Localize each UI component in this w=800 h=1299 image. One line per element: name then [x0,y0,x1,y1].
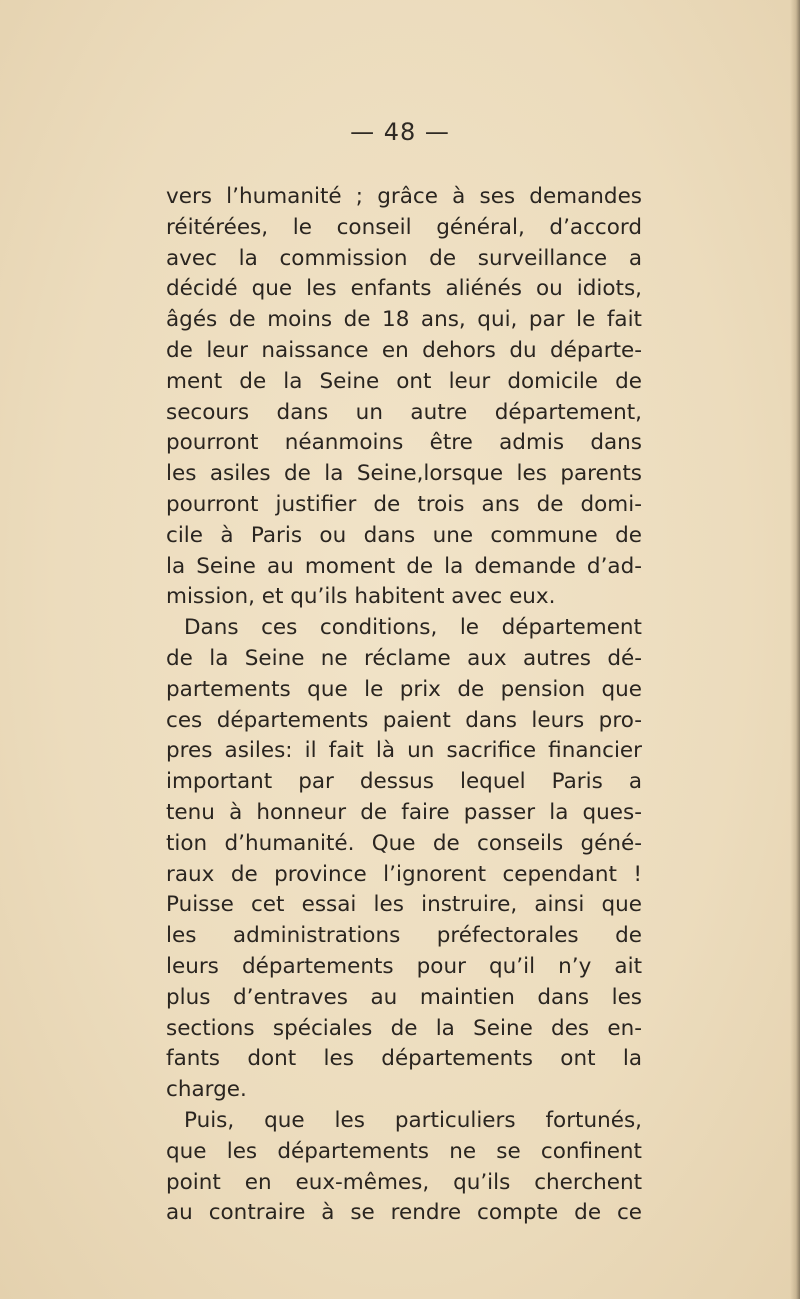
text-line: les asiles de la Seine,lorsque les parents [166,461,642,487]
text-line: cile à Paris ou dans une commune de [166,522,642,548]
text-line: tenu à honneur de faire passer la ques- [166,799,642,825]
text-line: raux de province l’ignorent cependant ! [166,861,642,887]
text-line: pres asiles: il fait là un sacrifice financier [166,738,642,764]
text-line: tion d’humanité. Que de conseils géné- [166,830,642,856]
text-line: charge. [166,1077,247,1103]
text-line: les administrations préfectorales de [166,923,642,949]
text-line: ces départements paient dans leurs pro- [166,707,642,733]
text-line: Puis, que les particuliers fortunés, [184,1107,642,1133]
text-line: la Seine au moment de la demande d’ad- [166,553,642,579]
text-line: pourront justifier de trois ans de domi- [166,491,642,517]
text-line: leurs départements pour qu’il n’y ait [166,953,642,979]
text-line: point en eux-mêmes, qu’ils cherchent [166,1169,642,1195]
text-line: avec la commission de surveillance a [166,245,642,271]
text-line: âgés de moins de 18 ans, qui, par le fait [166,307,642,333]
text-line: fants dont les départements ont la [166,1046,642,1072]
body-text [166,182,642,1229]
text-line: que les départements ne se confinent [166,1138,642,1164]
text-line: important par dessus lequel Paris a [166,769,642,795]
text-line: secours dans un autre département, [166,399,642,425]
text-line: plus d’entraves au maintien dans les [166,984,642,1010]
text-line: pourront néanmoins être admis dans [166,430,642,456]
page-number: — 48 — [350,118,450,146]
text-line: partements que le prix de pension que [166,676,642,702]
text-line: décidé que les enfants aliénés ou idiots, [166,276,642,302]
text-line: sections spéciales de la Seine des en- [166,1015,642,1041]
text-line: Puisse cet essai les instruire, ainsi que [166,892,642,918]
text-line: réitérées, le conseil général, d’accord [166,214,642,240]
text-line: mission, et qu’ils habitent avec eux. [166,584,556,610]
text-line: Dans ces conditions, le département [184,615,642,641]
text-line: au contraire à se rendre compte de ce [166,1200,642,1226]
text-line: ment de la Seine ont leur domicile de [166,368,642,394]
text-line: de la Seine ne réclame aux autres dé- [166,645,642,671]
text-line: de leur naissance en dehors du départe- [166,337,642,363]
text-line: vers l’humanité ; grâce à ses demandes [166,184,642,209]
page-edge-shadow [790,0,800,1299]
